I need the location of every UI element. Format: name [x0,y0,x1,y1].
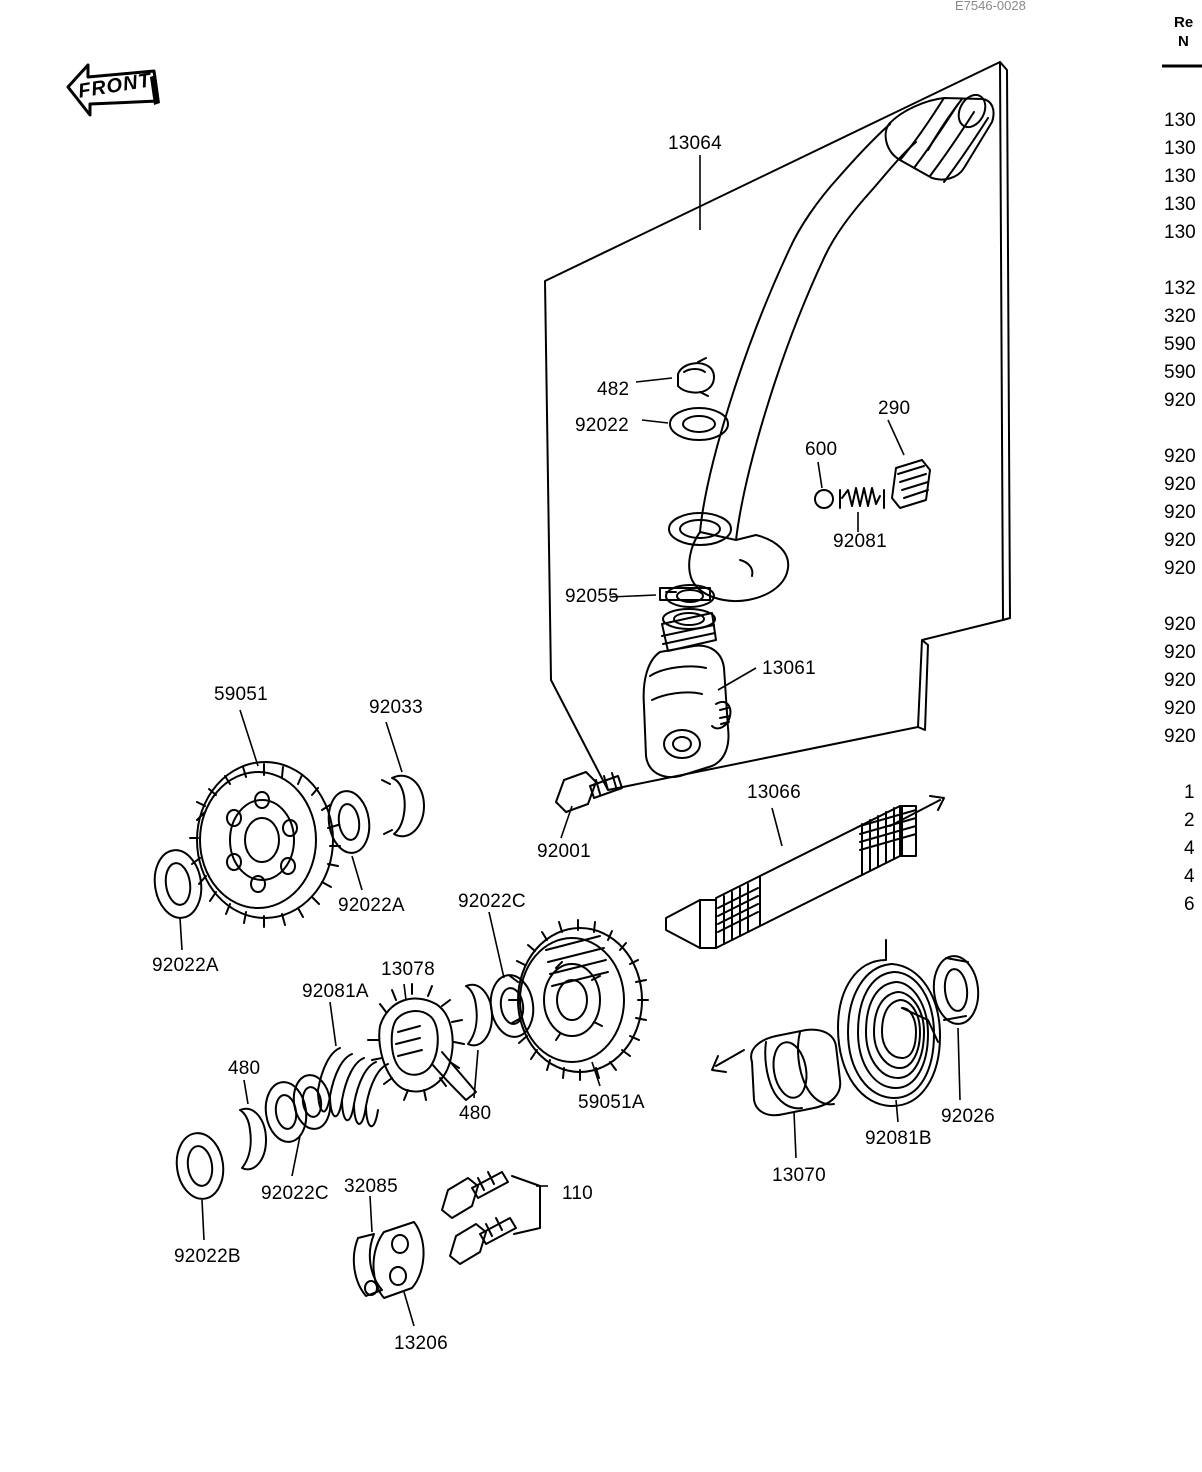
parts-list-panel [1140,0,1202,1467]
parts-list-entry: 920 [1164,726,1196,747]
parts-list-entry: 920 [1164,530,1196,551]
callout-label: 480 [228,1058,261,1079]
callout-label: 13061 [762,658,816,679]
parts-list-header-line2: N [1178,33,1189,50]
parts-list-entry: 4 [1184,838,1195,859]
parts-list-entry: 920 [1164,390,1196,411]
parts-list-entry: 130 [1164,222,1196,243]
sheet-code: E7546-0028 [955,0,1026,13]
parts-list-entry: 6 [1184,894,1195,915]
parts-list-entry: 920 [1164,642,1196,663]
callout-label: 110 [562,1183,593,1204]
parts-list-entry: 132 [1164,278,1196,299]
front-badge-label: FRONT [76,69,154,103]
parts-list-entry: 590 [1164,362,1196,383]
callout-label: 480 [459,1103,492,1124]
callout-label: 92022C [261,1183,329,1204]
parts-list-entry: 920 [1164,474,1196,495]
callout-label: 92081B [865,1128,932,1149]
parts-list-entry: 1 [1184,782,1195,803]
parts-list-entry: 920 [1164,698,1196,719]
parts-list-entry: 920 [1164,670,1196,691]
callout-label: 290 [878,398,911,419]
callout-label: 13064 [668,133,722,154]
parts-list-entry: 320 [1164,306,1196,327]
callout-label: 92055 [565,586,619,607]
callout-label: 92081 [833,531,887,552]
callout-label: 92022B [174,1246,241,1267]
callout-label: 13070 [772,1165,826,1186]
parts-list-entry: 920 [1164,558,1196,579]
callout-label: 92022C [458,891,526,912]
callout-label: 92081A [302,981,369,1002]
parts-list-entry: 4 [1184,866,1195,887]
callout-label: 32085 [344,1176,398,1197]
callout-label: 92022 [575,415,629,436]
parts-list-entry: 130 [1164,110,1196,131]
parts-list-entry: 920 [1164,446,1196,467]
parts-list-entry: 130 [1164,138,1196,159]
parts-list-entry: 2 [1184,810,1195,831]
parts-list-entry: 590 [1164,334,1196,355]
parts-list-entry: 130 [1164,166,1196,187]
callout-label: 92022A [338,895,405,916]
callout-label: 13078 [381,959,435,980]
parts-list-entry: 920 [1164,614,1196,635]
parts-list-header-line1: Re [1174,14,1194,31]
callout-label: 13066 [747,782,801,803]
callout-label: 59051A [578,1092,645,1113]
callout-label: 13206 [394,1333,448,1354]
callout-label: 59051 [214,684,268,705]
callout-label: 92033 [369,697,423,718]
callout-label: 92001 [537,841,591,862]
callout-label: 92022A [152,955,219,976]
callout-label: 92026 [941,1106,995,1127]
parts-list-entry: 920 [1164,502,1196,523]
callout-label: 600 [805,439,838,460]
callout-label: 482 [597,379,630,400]
parts-list-entry: 130 [1164,194,1196,215]
